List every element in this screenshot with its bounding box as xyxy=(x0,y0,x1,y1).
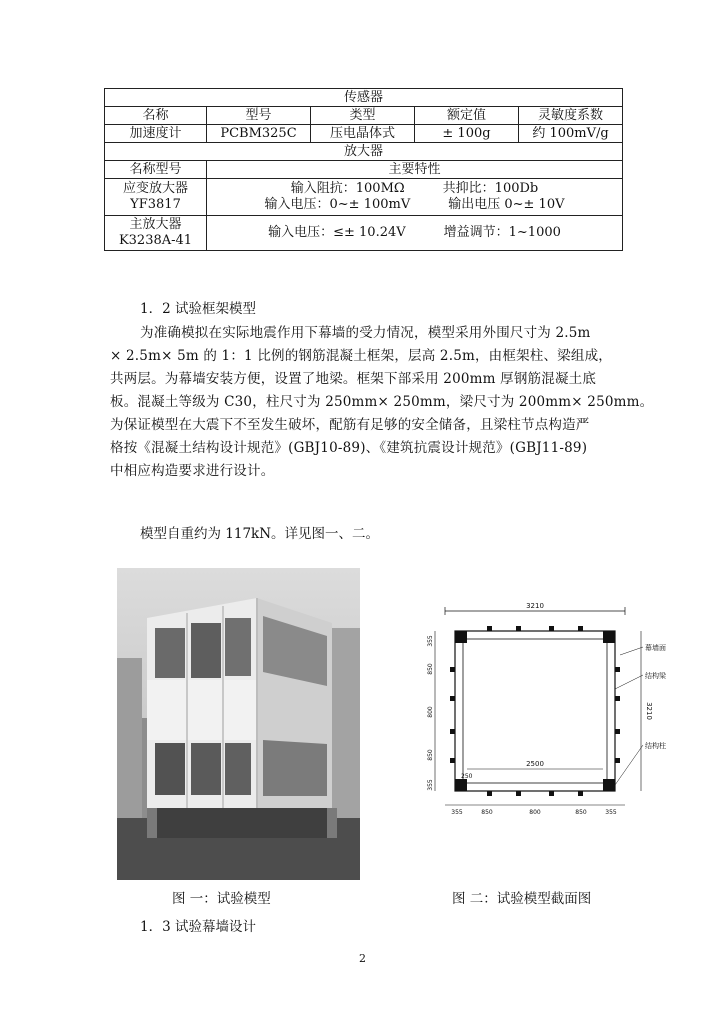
sensor-model-cell: PCBM325C xyxy=(207,125,311,143)
amp1-feature-4: 输出电压 0~± 10V xyxy=(448,197,565,212)
building-frame-illustration xyxy=(117,568,360,880)
amp2-feature-1: 输入电压：≤± 10.24V xyxy=(268,225,406,240)
left-dim-1: 355 xyxy=(427,635,434,647)
sensor-amplifier-table xyxy=(104,88,623,251)
left-dim-5: 355 xyxy=(427,779,434,791)
label-curtain-wall: 幕墙面 xyxy=(645,644,666,652)
bottom-dim-2: 850 xyxy=(481,809,493,816)
column-top-right xyxy=(603,631,615,643)
amp1-features-cell xyxy=(207,179,623,216)
body-paragraph xyxy=(110,322,654,483)
amp2-features-cell xyxy=(207,216,623,251)
column-top-left xyxy=(455,631,467,643)
amp2-name-cell xyxy=(105,216,207,251)
amp-col-name-model: 名称型号 xyxy=(105,161,207,179)
label-structural-column: 结构柱 xyxy=(645,742,666,750)
sensor-sensitivity-cell: 约 100mV/g xyxy=(519,125,623,143)
right-dimension-label: 3210 xyxy=(645,702,653,720)
weight-line: 模型自重约为 117kN。详见图一、二。 xyxy=(140,526,380,542)
bottom-dim-5: 355 xyxy=(605,809,617,816)
amp2-model: K3238A-41 xyxy=(118,233,193,248)
amp-col-features: 主要特性 xyxy=(207,161,623,179)
paragraph-line: 板。混凝土等级为 C30，柱尺寸为 250mm× 250mm，梁尺寸为 200mm× 250mm。 xyxy=(110,394,654,410)
inner-dimension-label: 2500 xyxy=(526,760,544,768)
figure-1-caption: 图 一：试验模型 xyxy=(172,891,271,907)
paragraph-line: 共两层。为幕墙安装方便，设置了地梁。框架下部采用 200mm 厚钢筋混凝土底 xyxy=(110,371,597,387)
paragraph-line: 为准确模拟在实际地震作用下幕墙的受力情况，模型采用外围尺寸为 2.5m xyxy=(140,325,591,341)
col-header-sensitivity: 灵敏度系数 xyxy=(519,107,623,125)
column-bottom-right xyxy=(603,779,615,791)
amp1-name-cell xyxy=(105,179,207,216)
amplifier-section-header: 放大器 xyxy=(105,143,623,161)
col-header-type: 类型 xyxy=(311,107,415,125)
amp2-feature-2: 增益调节：1~1000 xyxy=(443,225,561,240)
top-dimension-label: 3210 xyxy=(526,602,544,610)
amp1-name: 应变放大器 xyxy=(122,181,188,196)
amp1-model: YF3817 xyxy=(130,197,181,212)
amp1-feature-2: 共抑比：100Db xyxy=(442,181,539,196)
paragraph-line: × 2.5m× 5m 的 1：1 比例的钢筋混凝土框架，层高 2.5m，由框架柱、梁组成， xyxy=(110,348,612,364)
bottom-dim-1: 355 xyxy=(451,809,463,816)
label-structural-beam: 结构梁 xyxy=(645,672,666,680)
section-heading-1-3: 1．3 试验幕墙设计 xyxy=(140,919,256,935)
sensor-name-cell: 加速度计 xyxy=(105,125,207,143)
paragraph-line: 中相应构造要求进行设计。 xyxy=(110,463,275,479)
amp2-name: 主放大器 xyxy=(129,217,182,232)
column-bottom-left xyxy=(455,779,467,791)
page-number: 2 xyxy=(359,952,366,965)
amp1-feature-1: 输入阻抗：100MΩ xyxy=(290,181,405,196)
sensor-section-header: 传感器 xyxy=(105,89,623,107)
bottom-dim-3: 800 xyxy=(529,809,541,816)
bottom-dim-4: 850 xyxy=(575,809,587,816)
left-dim-2: 850 xyxy=(427,663,434,675)
col-header-model: 型号 xyxy=(207,107,311,125)
left-dim-3: 800 xyxy=(427,706,434,718)
paragraph-line: 格按《混凝土结构设计规范》(GBJ10-89)、《建筑抗震设计规范》(GBJ11-89) xyxy=(110,440,588,456)
section-drawing xyxy=(415,595,680,890)
sensor-type-cell: 压电晶体式 xyxy=(311,125,415,143)
section-heading-1-2: 1．2 试验框架模型 xyxy=(140,301,256,317)
col-header-rated: 额定值 xyxy=(415,107,519,125)
paragraph-line: 为保证模型在大震下不至发生破坏，配筋有足够的安全储备，且梁柱节点构造严 xyxy=(110,417,590,433)
amp1-feature-3: 输入电压：0~± 100mV xyxy=(264,197,411,212)
sensor-rated-cell: ± 100g xyxy=(415,125,519,143)
figure-2-caption: 图 二：试验模型截面图 xyxy=(452,891,592,907)
col-header-name: 名称 xyxy=(105,107,207,125)
test-model-photo xyxy=(117,568,360,880)
left-dim-4: 850 xyxy=(427,749,434,761)
inner-column-label: 250 xyxy=(461,773,473,780)
